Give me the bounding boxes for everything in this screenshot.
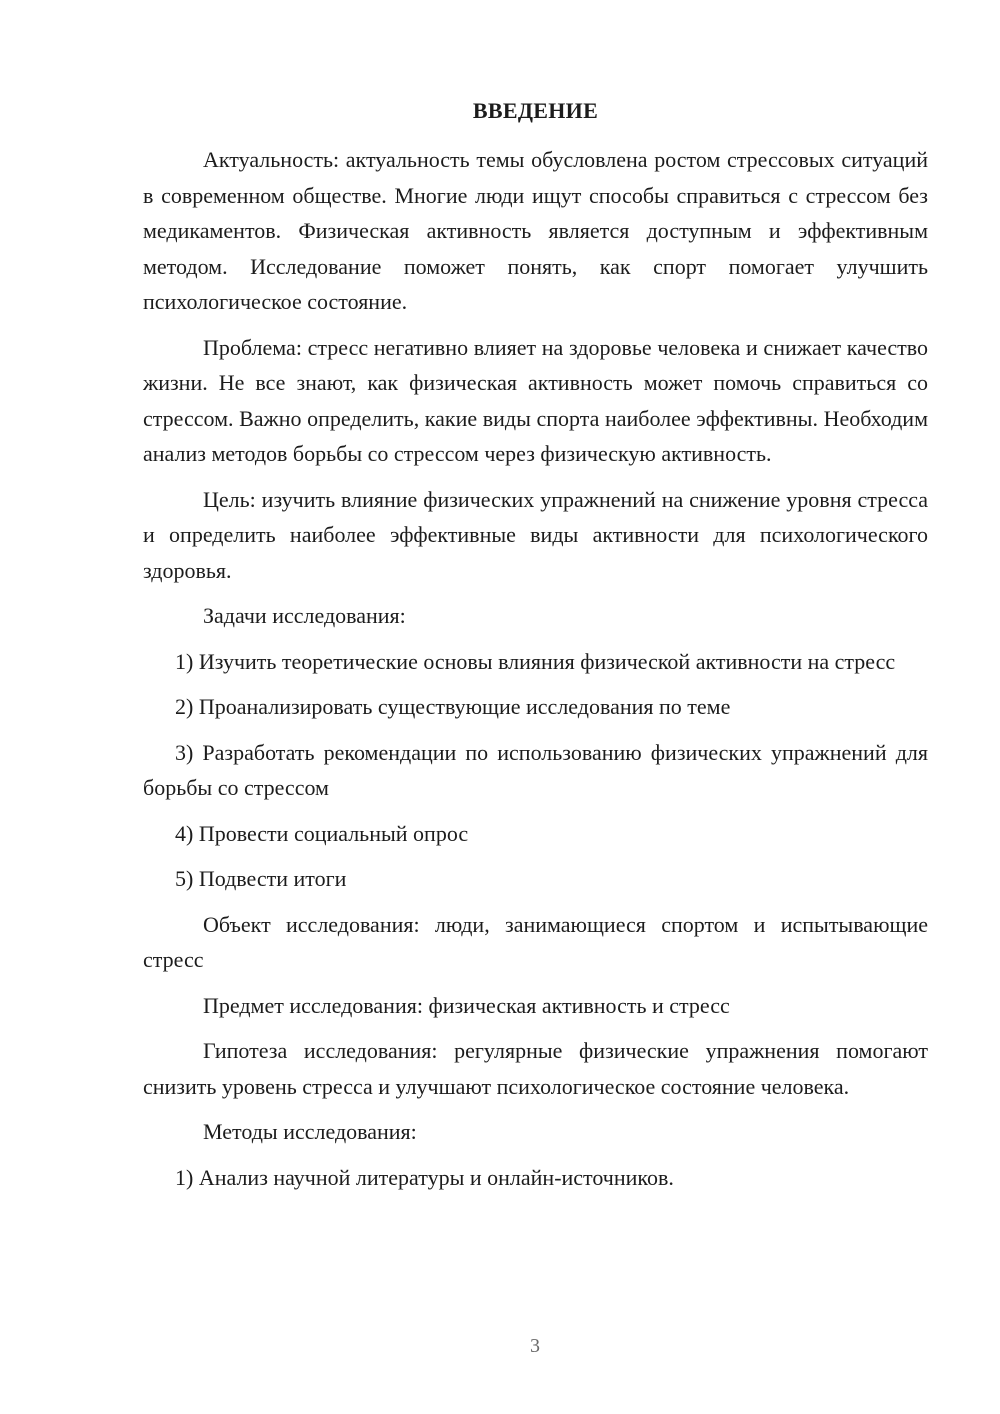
page-number: 3 [530, 1335, 540, 1357]
body-text [143, 142, 928, 1205]
task-item-1: 1) Изучить теоретические основы влияния физической активности на стресс [175, 648, 896, 674]
paragraph-hypothesis: Гипотеза исследования: регулярные физические упражнения помогают снизить уровень стресса и улучшают психологическое состояние человека. [143, 1038, 928, 1099]
paragraph-subject: Предмет исследования: физическая активность и стресс [203, 992, 730, 1018]
task-item-5: 5) Подвести итоги [175, 866, 347, 891]
methods-heading: Методы исследования: [203, 1119, 417, 1144]
paragraph-goal: Цель: изучить влияние физических упражнений на снижение уровня стресса и определить наиболее эффективные виды активности для психологического здоровья. [143, 486, 928, 583]
method-item-1: 1) Анализ научной литературы и онлайн-источников. [175, 1164, 674, 1190]
page-title: ВВЕДЕНИЕ [472, 98, 599, 123]
tasks-heading: Задачи исследования: [203, 603, 406, 628]
task-item-3: 3) Разработать рекомендации по использованию физических упражнений для борьбы со стрессом [143, 739, 928, 800]
task-item-4: 4) Провести социальный опрос [175, 820, 469, 846]
paragraph-object: Объект исследования: люди, занимающиеся спортом и испытывающие стресс [143, 911, 928, 972]
paragraph-problem: Проблема: стресс негативно влияет на здоровье человека и снижает качество жизни. Не все знают, как физическая активность может помочь справиться со стрессом. Важно определить, какие виды спорта наиболее эффективны. Необходим анализ методов борьбы со стрессом через физическую активность. [143, 334, 928, 466]
paragraph-relevance: Актуальность: актуальность темы обусловлена ростом стрессовых ситуаций в современном обществе. Многие люди ищут способы справиться с стрессом без медикаментов. Физическая активность является доступным и эффективным методом. Исследование поможет понять, как спорт помогает улучшить психологическое состояние. [143, 147, 928, 314]
task-item-2: 2) Проанализировать существующие исследования по теме [175, 694, 731, 719]
